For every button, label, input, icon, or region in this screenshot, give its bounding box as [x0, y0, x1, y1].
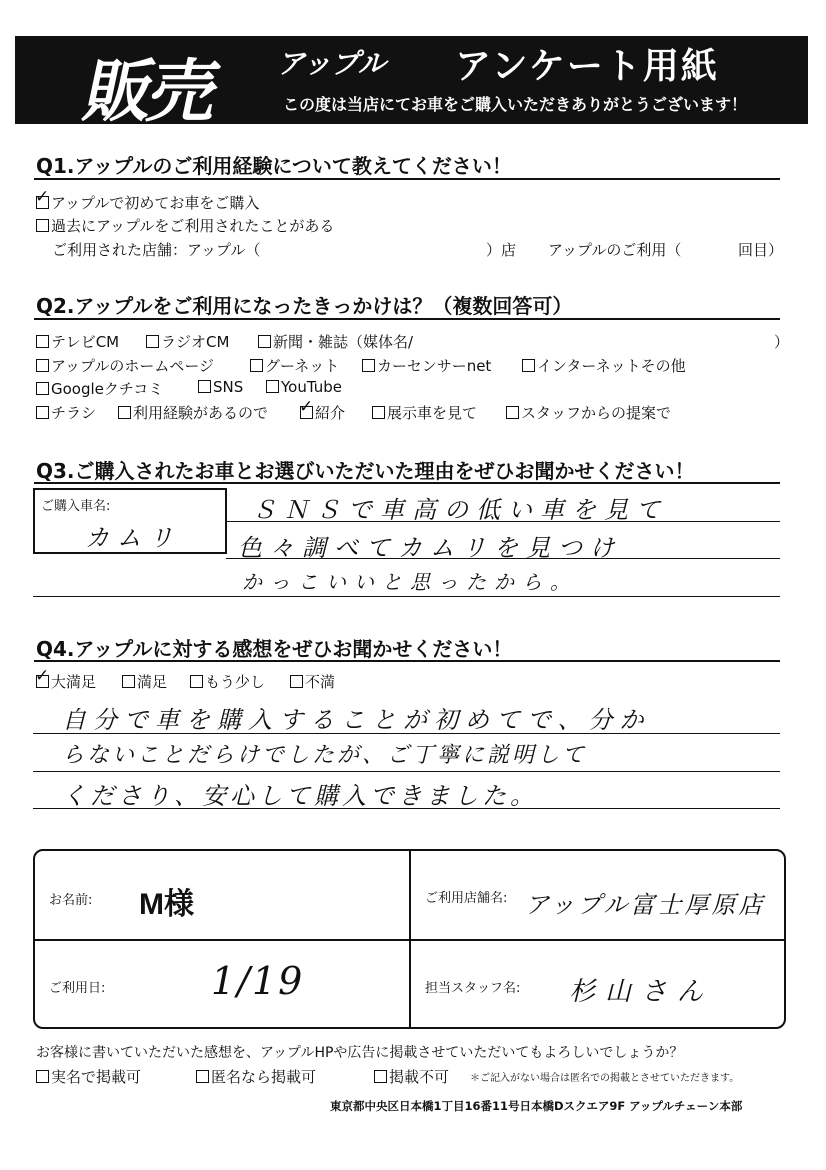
checkbox[interactable] [372, 406, 385, 419]
checkbox[interactable] [36, 1070, 49, 1083]
q1-question: Q1.アップルのご利用経験について教えてください！ [36, 154, 512, 178]
q1-underline [34, 178, 780, 180]
checkbox-checked[interactable] [36, 196, 49, 209]
checkbox[interactable] [362, 359, 375, 372]
option-label: アップルのホームページ [51, 357, 215, 375]
store-value[interactable]: アップル富士厚原店 [525, 891, 766, 919]
q4-option[interactable] [122, 671, 167, 692]
checkbox[interactable] [190, 675, 203, 688]
checkbox[interactable] [122, 675, 135, 688]
q2-underline [34, 318, 780, 320]
q2-option[interactable] [522, 355, 686, 376]
footer-address: 東京都中央区日本橋1丁目16番11号日本橋Dスクエア9F アップルチェーン本部 [330, 1099, 743, 1113]
consent-note: ＊ご記入がない場合は匿名での掲載とさせていただきます。 [470, 1073, 740, 1084]
q1-option-first-purchase[interactable] [36, 192, 259, 213]
checkbox-checked[interactable] [36, 675, 49, 688]
checkbox[interactable] [258, 335, 271, 348]
customer-info-box [33, 849, 786, 1029]
checkbox-checked[interactable] [300, 406, 313, 419]
q1-usage-prefix: アップルのご利用（ [548, 241, 682, 259]
car-name-label: ご購入車名: [41, 499, 111, 514]
consent-question: お客様に書いていただいた感想を、アップルHPや広告に掲載させていただいてもよろしいでしょうか？ [36, 1045, 684, 1061]
option-label: 実名で掲載可 [51, 1068, 142, 1086]
q2-option[interactable] [266, 378, 342, 396]
option-label: テレビCM [51, 333, 120, 351]
checkbox[interactable] [198, 380, 211, 393]
option-label: 大満足 [51, 673, 97, 691]
checkbox[interactable] [506, 406, 519, 419]
option-label: 利用経験があるので [133, 404, 269, 422]
divider [35, 939, 784, 941]
option-label: 満足 [137, 673, 168, 691]
checkbox[interactable] [146, 335, 159, 348]
option-label: チラシ [51, 404, 97, 422]
checkbox[interactable] [36, 335, 49, 348]
q2-option[interactable] [36, 355, 214, 376]
header-banner [15, 36, 808, 132]
option-label: カーセンサーnet [377, 357, 492, 375]
comment-line[interactable]: くださり、安心して購入できました。 [62, 782, 538, 810]
car-name-box [33, 488, 227, 554]
reason-line[interactable]: かっこいいと思ったから。 [242, 570, 578, 594]
staff-value[interactable]: 杉山さん [569, 977, 714, 1007]
q4-option-very-satisfied[interactable] [36, 671, 96, 692]
answer-line [33, 771, 780, 772]
q2-option[interactable] [372, 402, 477, 423]
q2-option-referral[interactable] [300, 402, 345, 423]
q2-option[interactable] [506, 402, 671, 423]
comment-line[interactable]: 自分で車を購入することが初めてで、分か [62, 706, 651, 734]
q4-option[interactable] [190, 671, 265, 692]
checkbox[interactable] [36, 359, 49, 372]
q2-option[interactable] [118, 402, 268, 423]
date-value[interactable]: 1/19 [211, 959, 305, 1003]
checkbox[interactable] [250, 359, 263, 372]
q2-option[interactable] [362, 355, 491, 376]
checkbox[interactable] [522, 359, 535, 372]
store-label: ご利用店舗名: [425, 891, 508, 906]
header-big-title: 販売 [77, 53, 223, 132]
q4-question: Q4.アップルに対する感想をぜひお聞かせください！ [36, 637, 513, 661]
option-label: 過去にアップルをご利用されたことがある [51, 217, 335, 235]
checkbox[interactable] [196, 1070, 209, 1083]
q2-option[interactable] [36, 378, 163, 399]
q2-option[interactable] [36, 402, 96, 423]
comment-line[interactable]: らないことだらけでしたが、ご丁寧に説明して [62, 743, 588, 768]
option-label: アップルで初めてお車をご購入 [51, 194, 260, 212]
consent-option[interactable] [36, 1066, 141, 1087]
option-label: Googleクチコミ [51, 380, 164, 398]
q2-option[interactable] [250, 355, 339, 376]
checkbox[interactable] [266, 380, 279, 393]
answer-line [33, 596, 780, 597]
option-label: グーネット [265, 357, 340, 375]
q1-usage-suffix: 回目） [738, 241, 784, 259]
brand-logo: アップル [277, 47, 386, 80]
checkbox[interactable] [374, 1070, 387, 1083]
checkbox[interactable] [36, 382, 49, 395]
car-name-value[interactable]: カムリ [85, 524, 181, 552]
q2-close-paren: ） [774, 333, 790, 351]
q2-option[interactable] [198, 378, 243, 396]
name-value[interactable]: M様 [139, 888, 194, 921]
checkbox[interactable] [290, 675, 303, 688]
option-label: 新聞・雑誌（媒体名/ [273, 333, 414, 351]
option-label: 掲載不可 [389, 1068, 450, 1086]
option-label: 紹介 [315, 404, 346, 422]
option-label: 匿名なら掲載可 [211, 1068, 317, 1086]
q3-underline [34, 482, 780, 484]
name-label: お名前: [49, 893, 93, 908]
reason-line[interactable]: ＳＮＳで車高の低い車を見て [252, 496, 668, 524]
q1-store-suffix: ）店 [486, 241, 517, 259]
q4-underline [34, 660, 780, 662]
q1-store-prefix: ご利用された店舗：アップル（ [52, 241, 261, 259]
consent-option[interactable] [374, 1066, 449, 1087]
q4-option[interactable] [290, 671, 335, 692]
header-title: アンケート用紙 [455, 46, 719, 87]
staff-label: 担当スタッフ名: [425, 981, 521, 996]
q1-option-returning[interactable] [36, 215, 334, 236]
checkbox[interactable] [36, 406, 49, 419]
reason-line[interactable]: 色々調べてカムリを見つけ [238, 534, 622, 562]
q2-option[interactable] [258, 331, 413, 352]
q2-question: Q2.アップルをご利用になったきっかけは？（複数回答可） [36, 294, 573, 318]
option-label: スタッフからの提案で [521, 404, 672, 422]
option-label: 展示車を見て [387, 404, 478, 422]
option-label: もう少し [205, 673, 266, 691]
header-subtitle: この度は当店にてお車をご購入いただきありがとうございます！ [283, 95, 748, 114]
option-label: 不満 [305, 673, 336, 691]
q2-option[interactable] [146, 331, 229, 352]
consent-option[interactable] [196, 1066, 316, 1087]
option-label: SNS [213, 378, 244, 396]
checkbox[interactable] [118, 406, 131, 419]
date-label: ご利用日: [49, 981, 106, 996]
option-label: ラジオCM [161, 333, 230, 351]
option-label: YouTube [281, 378, 342, 396]
q3-question: Q3.ご購入されたお車とお選びいただいた理由をぜひお聞かせください！ [36, 459, 695, 483]
option-label: インターネットその他 [537, 357, 686, 375]
q2-option[interactable] [36, 331, 119, 352]
checkbox[interactable] [36, 219, 49, 232]
